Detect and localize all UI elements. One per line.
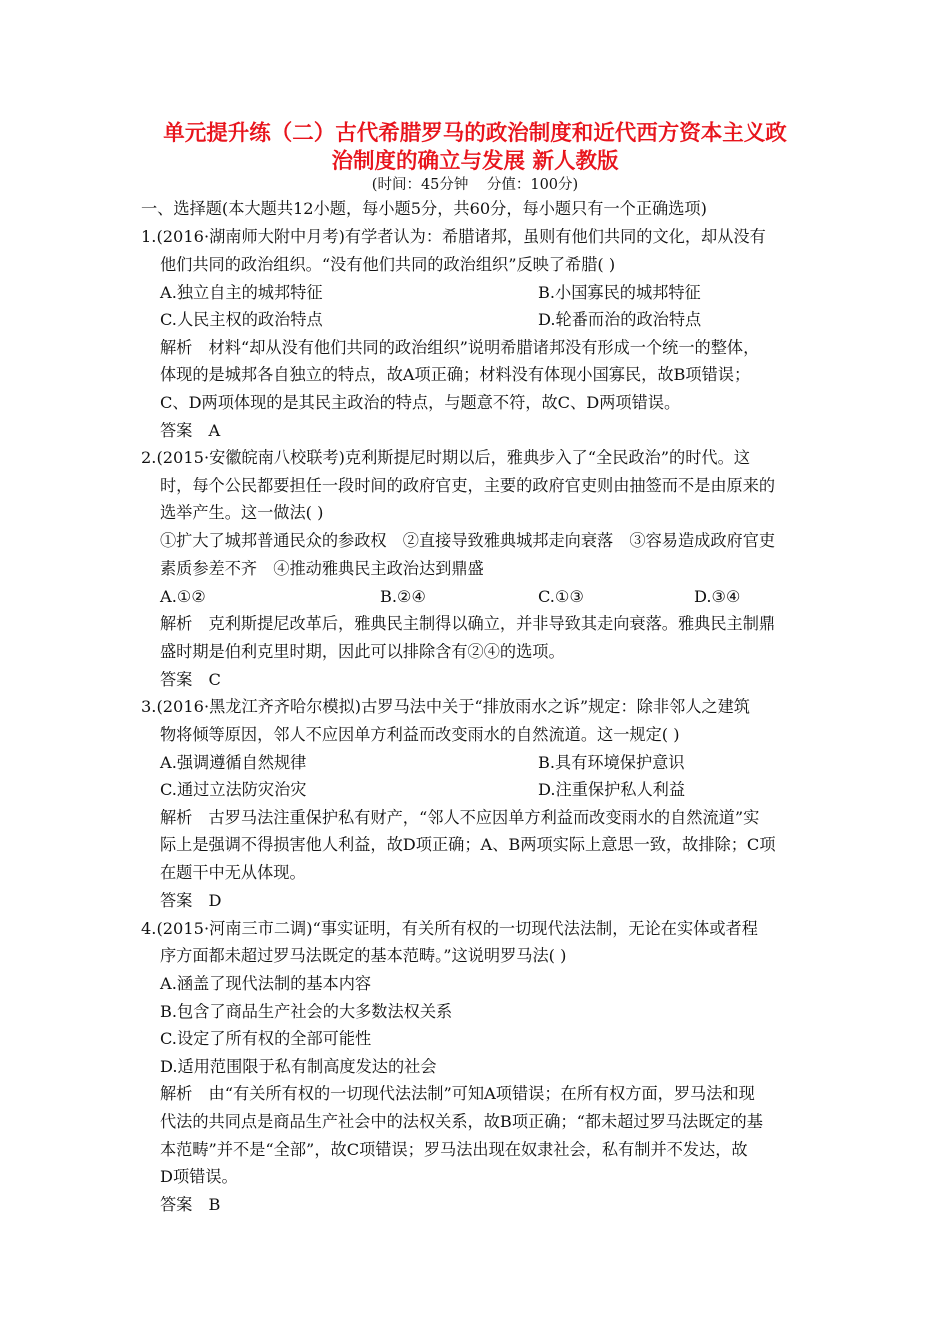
q3-analysis-line-2: 际上是强调不得损害他人利益，故D项正确；A、B两项实际上意思一致，故排除；C项 bbox=[160, 835, 776, 854]
q4-option-a: A.涵盖了现代法制的基本内容 bbox=[160, 974, 372, 993]
q4-analysis-line-1: 解析 由“有关所有权的一切现代法法制”可知A项错误；在所有权方面，罗马法和现 bbox=[160, 1084, 755, 1103]
q1-stem-line-1: 1.(2016·湖南师大附中月考)有学者认为：希腊诸邦，虽则有他们共同的文化，却从没有 bbox=[141, 227, 766, 246]
q4-option-c: C.设定了所有权的全部可能性 bbox=[160, 1029, 372, 1048]
q3-stem-line-1: 3.(2016·黑龙江齐齐哈尔模拟)古罗马法中关于“排放雨水之诉”规定：除非邻人之建筑 bbox=[141, 697, 750, 716]
q3-option-c: C.通过立法防灾治灾 bbox=[160, 780, 307, 799]
q2-option-b: B.②④ bbox=[380, 587, 427, 606]
q4-analysis-line-3: 本范畴”并不是“全部”，故C项错误；罗马法出现在奴隶社会，私有制并不发达，故 bbox=[160, 1140, 748, 1159]
q4-answer: 答案 B bbox=[160, 1195, 221, 1214]
q1-analysis-line-2: 体现的是城邦各自独立的特点，故A项正确；材料没有体现小国寡民，故B项错误； bbox=[160, 365, 751, 384]
q4-analysis-line-2: 代法的共同点是商品生产社会中的法权关系，故B项正确；“都未超过罗马法既定的基 bbox=[160, 1112, 763, 1131]
q1-analysis-line-1: 解析 材料“却从没有他们共同的政治组织”说明希腊诸邦没有形成一个统一的整体， bbox=[160, 338, 760, 357]
q2-stem-line-2: 时，每个公民都要担任一段时间的政府官吏，主要的政府官吏则由抽签而不是由原来的 bbox=[160, 476, 776, 495]
q3-option-a: A.强调遵循自然规律 bbox=[160, 753, 307, 772]
q4-option-b: B.包含了商品生产社会的大多数法权关系 bbox=[160, 1002, 453, 1021]
q2-stem-line-1: 2.(2015·安徽皖南八校联考)克利斯提尼时期以后，雅典步入了“全民政治”的时代。这 bbox=[141, 448, 750, 467]
q1-option-a: A.独立自主的城邦特征 bbox=[160, 283, 323, 302]
q2-analysis-line-2: 盛时期是伯利克里时期，因此可以排除含有②④的选项。 bbox=[160, 642, 565, 661]
q2-option-d: D.③④ bbox=[694, 587, 741, 606]
q1-answer: 答案 A bbox=[160, 421, 221, 440]
q3-analysis-line-1: 解析 古罗马法注重保护私有财产，“邻人不应因单方利益而改变雨水的自然流道”实 bbox=[160, 808, 760, 827]
q3-stem-line-2: 物将倾等原因，邻人不应因单方利益而改变雨水的自然流道。这一规定( ) bbox=[160, 725, 680, 744]
document-title-line-2: 治制度的确立与发展 新人教版 bbox=[331, 149, 619, 174]
q3-option-b: B.具有环境保护意识 bbox=[538, 753, 685, 772]
q1-option-b: B.小国寡民的城邦特征 bbox=[538, 283, 701, 302]
q4-analysis-line-4: D项错误。 bbox=[160, 1167, 238, 1186]
q3-answer: 答案 D bbox=[160, 891, 222, 910]
document-title-line-1: 单元提升练（二）古代希腊罗马的政治制度和近代西方资本主义政 bbox=[163, 121, 787, 146]
q4-stem-line-2: 序方面都未超过罗马法既定的基本范畴。”这说明罗马法( ) bbox=[160, 946, 567, 965]
section-heading: 一、选择题(本大题共12小题，每小题5分，共60分，每小题只有一个正确选项) bbox=[141, 199, 707, 218]
q1-option-d: D.轮番而治的政治特点 bbox=[538, 310, 702, 329]
q2-option-c: C.①③ bbox=[538, 587, 584, 606]
q1-stem-line-2: 他们共同的政治组织。“没有他们共同的政治组织”反映了希腊( ) bbox=[160, 255, 616, 274]
q2-answer: 答案 C bbox=[160, 670, 221, 689]
q2-items-line-1: ①扩大了城邦普通民众的参政权 ②直接导致雅典城邦走向衰落 ③容易造成政府官吏 bbox=[160, 531, 776, 550]
q2-items-line-2: 素质参差不齐 ④推动雅典民主政治达到鼎盛 bbox=[160, 559, 484, 578]
q1-analysis-line-3: C、D两项体现的是其民主政治的特点，与题意不符，故C、D两项错误。 bbox=[160, 393, 681, 412]
q4-option-d: D.适用范围限于私有制高度发达的社会 bbox=[160, 1057, 437, 1076]
exam-time-and-score: (时间：45分钟 分值：100分) bbox=[371, 177, 579, 193]
q3-option-d: D.注重保护私人利益 bbox=[538, 780, 686, 799]
q2-option-a: A.①② bbox=[160, 587, 206, 606]
q2-stem-line-3: 选举产生。这一做法( ) bbox=[160, 503, 324, 522]
q4-stem-line-1: 4.(2015·河南三市二调)“事实证明，有关所有权的一切现代法法制，无论在实体或者程 bbox=[141, 919, 758, 938]
q3-analysis-line-3: 在题干中无从体现。 bbox=[160, 863, 306, 882]
q2-analysis-line-1: 解析 克利斯提尼改革后，雅典民主制得以确立，并非导致其走向衰落。雅典民主制鼎 bbox=[160, 614, 776, 633]
q1-option-c: C.人民主权的政治特点 bbox=[160, 310, 323, 329]
